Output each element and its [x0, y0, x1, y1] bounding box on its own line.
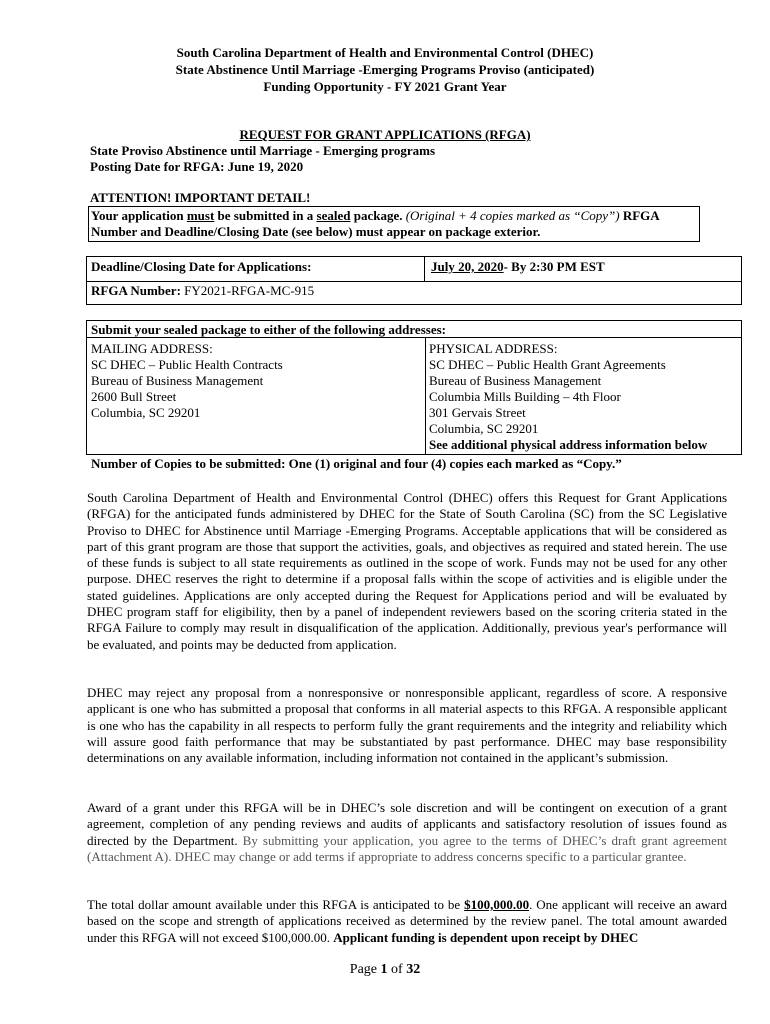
- body-paragraph-3: [87, 800, 727, 865]
- physical-address-line: Columbia, SC 29201: [429, 421, 539, 436]
- deadline-divider: [86, 281, 742, 282]
- deadline-label: Deadline/Closing Date for Applications:: [91, 259, 312, 274]
- page-footer: [0, 962, 770, 978]
- mailing-address-line: MAILING ADDRESS:: [91, 341, 213, 356]
- body-paragraph-3-text: Award of a grant under this RFGA will be in DHEC’s sole discretion and will be contingent on execution of a grant agreement, completion of any pending reviews and audits of applicants and satisfactory resolution of issues found as directed by the Department.: [87, 800, 727, 848]
- mailing-address-line: Bureau of Business Management: [91, 373, 264, 388]
- rfga-number-label: RFGA Number:: [91, 283, 181, 298]
- attention-text: package.: [350, 208, 406, 223]
- rfga-subtitle: State Proviso Abstinence until Marriage - Emerging programs: [90, 143, 436, 158]
- address-heading: Submit your sealed package to either of the following addresses:: [91, 322, 446, 337]
- body-paragraph-2: [87, 685, 727, 766]
- attention-text: RFGA: [619, 208, 660, 223]
- physical-address-note: See additional physical address information below: [429, 437, 708, 452]
- deadline-time: - By 2:30 PM EST: [503, 259, 605, 274]
- deadline-date: July 20, 2020: [431, 259, 504, 274]
- physical-address-line: Bureau of Business Management: [429, 373, 602, 388]
- address-column-divider: [425, 337, 426, 455]
- attention-text: be submitted in a: [214, 208, 317, 223]
- body-paragraph-1: [87, 490, 727, 653]
- physical-address-line: SC DHEC – Public Health Grant Agreements: [429, 357, 666, 372]
- body-paragraph-4-text: The total dollar amount available under this RFGA is anticipated to be: [87, 897, 465, 912]
- page-number: 1: [380, 962, 388, 977]
- attention-line-1: [91, 208, 660, 224]
- body-paragraph-1-text: South Carolina Department of Health and Environmental Control (DHEC) offers this Request for Grant Applications (RFGA) for the anticipated funds administered by DHEC for the State of South Carolina (SC) from the SC Legislative Proviso to DHEC for Abstinence until Marriage -Emerging Programs. Acceptable applications that will be considered as part of this grant program are those that support the activities, goals, and objectives as required and stated herein. The use of these funds is subject to all state requirements as outlined in the scope of work. Funds may not be used for any other purpose. DHEC reserves the right to determine if a proposal falls within the scope of activities and is eligible under the stated guidelines. Applications are only accepted during the Request for Applications period and will be evaluated by DHEC program staff for eligibility, then by a panel of independent reviewers based on the scoring criteria stated in the RFGA Failure to comply may result in disqualification of the application. Additionally, previous year's performance will be evaluated, and points may be deducted from application.: [87, 490, 727, 652]
- header-line-3: Funding Opportunity - FY 2021 Grant Year: [263, 79, 507, 94]
- attention-sealed: sealed: [316, 208, 351, 223]
- header-line-2: State Abstinence Until Marriage -Emerging Programs Proviso (anticipated): [175, 62, 595, 77]
- rfga-number-value: FY2021-RFGA-MC-915: [180, 283, 315, 298]
- body-paragraph-4: [87, 897, 727, 946]
- funding-dependency-text: Applicant funding is dependent upon receipt by DHEC: [333, 929, 639, 945]
- posting-date: Posting Date for RFGA: June 19, 2020: [90, 159, 304, 174]
- body-paragraph-2-text: DHEC may reject any proposal from a nonresponsive or nonresponsible applicant, regardless of score. A responsive applicant is one who has submitted a proposal that conforms in all material aspects to this RFGA. A responsible applicant is one who has the capability in all respects to perform fully the grant requirements and the integrity and reliability which will assure good faith performance that may be substantiated by past performance. DHEC may base responsibility determinations on any available information, including information not contained in the applicant’s submission.: [87, 685, 727, 766]
- mailing-address-line: Columbia, SC 29201: [91, 405, 201, 420]
- rfga-title: REQUEST FOR GRANT APPLICATIONS (RFGA): [239, 127, 531, 142]
- attention-line-2: Number and Deadline/Closing Date (see below) must appear on package exterior.: [91, 224, 541, 239]
- funding-amount: $100,000.00: [464, 897, 530, 912]
- physical-address-line: PHYSICAL ADDRESS:: [429, 341, 558, 356]
- mailing-address-line: SC DHEC – Public Health Contracts: [91, 357, 283, 372]
- page-of-label: of: [387, 962, 407, 977]
- rfga-number: [91, 283, 314, 299]
- attention-heading: ATTENTION! IMPORTANT DETAIL!: [90, 190, 311, 205]
- deadline-value: [431, 259, 605, 275]
- attention-text: Your application: [91, 208, 187, 223]
- page-total: 32: [406, 962, 421, 977]
- attention-copies-note: (Original + 4 copies marked as “Copy”): [405, 208, 620, 223]
- physical-address-line: 301 Gervais Street: [429, 405, 526, 420]
- copies-required: Number of Copies to be submitted: One (1) original and four (4) copies each marked as “Copy.”: [91, 456, 622, 471]
- header-line-1: South Carolina Department of Health and Environmental Control (DHEC): [176, 45, 594, 60]
- body-paragraph-4-text: . One applicant will receive an award based on the scope and strength of applications received as determined by the review panel. The total amount awarded under this RFGA will not exceed $100,000.00.: [87, 897, 727, 945]
- attention-must: must: [186, 208, 215, 223]
- physical-address-line: Columbia Mills Building – 4th Floor: [429, 389, 621, 404]
- mailing-address-line: 2600 Bull Street: [91, 389, 177, 404]
- page-label: Page: [349, 962, 381, 977]
- body-paragraph-3-agreement-text: By submitting your application, you agree to the terms of DHEC’s draft grant agreement (Attachment A). DHEC may change or add terms if appropriate to address concerns specific to a particular grantee.: [87, 832, 728, 864]
